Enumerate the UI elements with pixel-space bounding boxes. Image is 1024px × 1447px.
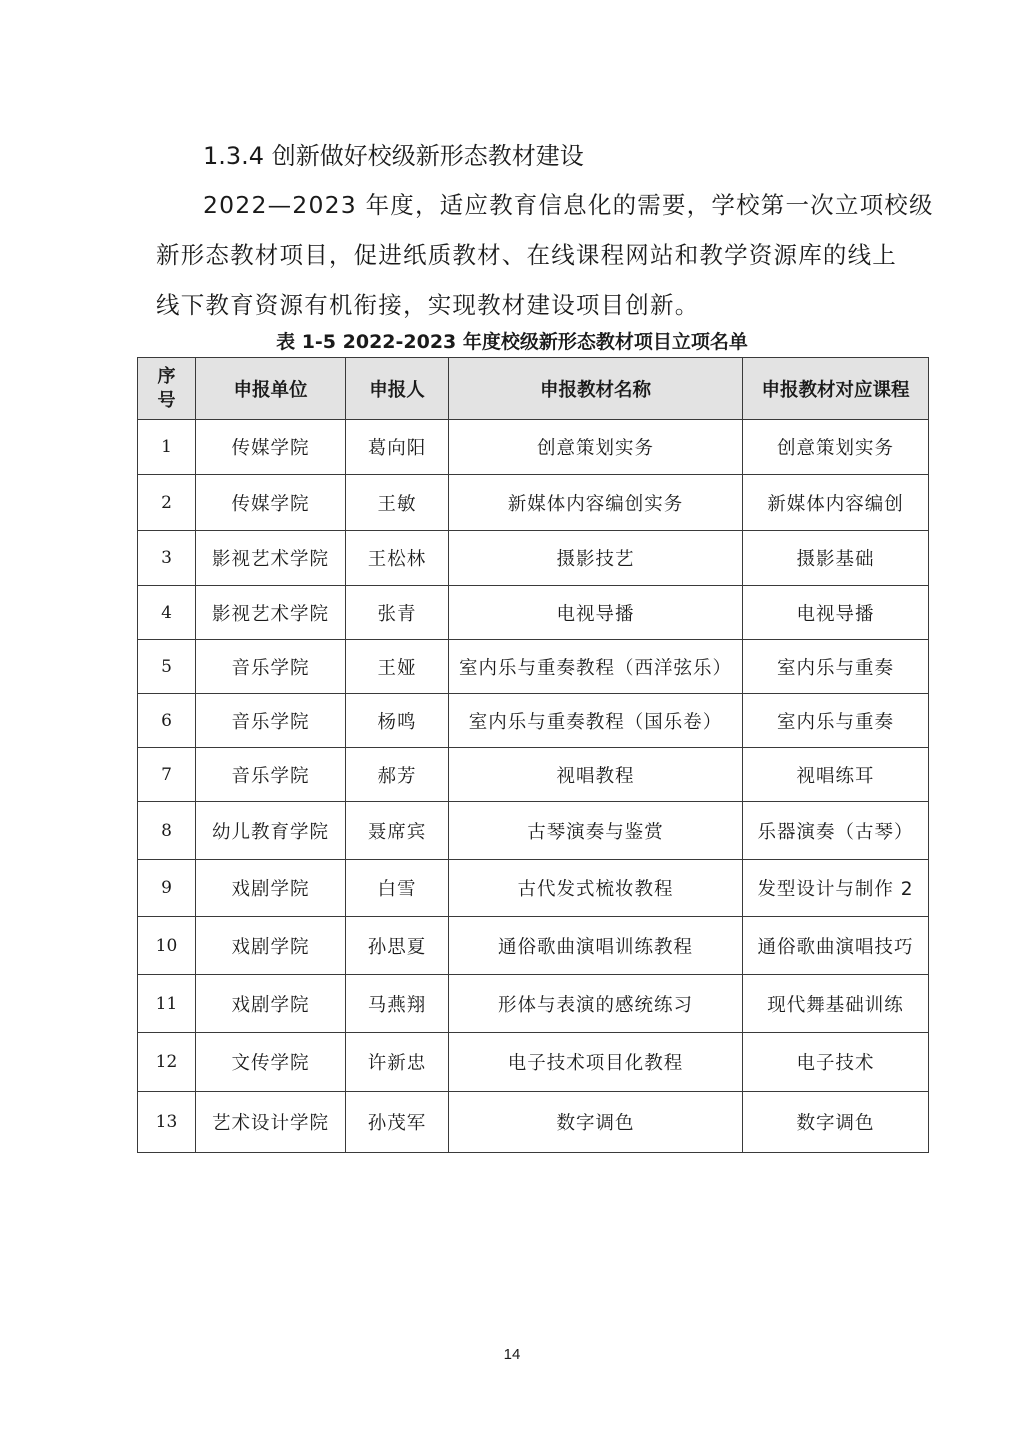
section-heading: 1.3.4 创新做好校级新形态教材建设 <box>203 142 584 170</box>
cell-course: 室内乐与重奏 <box>743 640 929 694</box>
paragraph-line: 线下教育资源有机衔接，实现教材建设项目创新。 <box>156 291 700 319</box>
cell-textbook: 电子技术项目化教程 <box>449 1033 743 1092</box>
table-body <box>138 420 929 1153</box>
cell-no: 10 <box>138 917 196 975</box>
cell-unit: 幼儿教育学院 <box>196 802 346 860</box>
table-row <box>138 475 929 531</box>
cell-textbook: 摄影技艺 <box>449 531 743 586</box>
cell-no: 3 <box>138 531 196 586</box>
header-no-label: 序号 <box>157 365 176 411</box>
cell-applicant: 白雪 <box>346 860 449 917</box>
cell-unit: 传媒学院 <box>196 420 346 475</box>
cell-textbook: 数字调色 <box>449 1092 743 1153</box>
cell-textbook: 新媒体内容编创实务 <box>449 475 743 531</box>
cell-applicant: 葛向阳 <box>346 420 449 475</box>
cell-no: 13 <box>138 1092 196 1153</box>
header-applicant: 申报人 <box>346 358 449 420</box>
table-row <box>138 860 929 917</box>
cell-textbook: 室内乐与重奏教程（国乐卷） <box>449 694 743 748</box>
cell-course: 视唱练耳 <box>743 748 929 802</box>
cell-textbook: 室内乐与重奏教程（西洋弦乐） <box>449 640 743 694</box>
cell-course: 通俗歌曲演唱技巧 <box>743 917 929 975</box>
cell-no: 8 <box>138 802 196 860</box>
header-course: 申报教材对应课程 <box>743 358 929 420</box>
table-row <box>138 802 929 860</box>
cell-applicant: 孙茂军 <box>346 1092 449 1153</box>
table-row <box>138 586 929 640</box>
table-row <box>138 1092 929 1153</box>
table-caption: 表 1-5 2022-2023 年度校级新形态教材项目立项名单 <box>276 331 748 353</box>
cell-unit: 传媒学院 <box>196 475 346 531</box>
header-no <box>138 358 196 420</box>
cell-unit: 戏剧学院 <box>196 860 346 917</box>
cell-textbook: 古琴演奏与鉴赏 <box>449 802 743 860</box>
cell-unit: 音乐学院 <box>196 640 346 694</box>
cell-applicant: 马燕翔 <box>346 975 449 1033</box>
cell-applicant: 杨鸣 <box>346 694 449 748</box>
paragraph-line: 2022—2023 年度，适应教育信息化的需要，学校第一次立项校级 <box>203 191 934 219</box>
cell-no: 7 <box>138 748 196 802</box>
table-row <box>138 694 929 748</box>
table-row <box>138 917 929 975</box>
cell-course: 创意策划实务 <box>743 420 929 475</box>
table-header-row <box>138 358 929 420</box>
table-row <box>138 420 929 475</box>
cell-course: 室内乐与重奏 <box>743 694 929 748</box>
cell-unit: 戏剧学院 <box>196 975 346 1033</box>
cell-course: 数字调色 <box>743 1092 929 1153</box>
cell-unit: 音乐学院 <box>196 748 346 802</box>
cell-course: 乐器演奏（古琴） <box>743 802 929 860</box>
cell-unit: 影视艺术学院 <box>196 531 346 586</box>
cell-applicant: 聂席宾 <box>346 802 449 860</box>
table-row <box>138 748 929 802</box>
cell-applicant: 王敏 <box>346 475 449 531</box>
cell-applicant: 王娅 <box>346 640 449 694</box>
project-list-table <box>137 357 929 1153</box>
cell-course: 摄影基础 <box>743 531 929 586</box>
cell-applicant: 王松林 <box>346 531 449 586</box>
cell-course: 电视导播 <box>743 586 929 640</box>
page-number: 14 <box>503 1346 521 1363</box>
table-row <box>138 975 929 1033</box>
header-textbook: 申报教材名称 <box>449 358 743 420</box>
cell-no: 2 <box>138 475 196 531</box>
cell-textbook: 古代发式梳妆教程 <box>449 860 743 917</box>
cell-unit: 影视艺术学院 <box>196 586 346 640</box>
table-row <box>138 1033 929 1092</box>
table-row <box>138 531 929 586</box>
cell-applicant: 孙思夏 <box>346 917 449 975</box>
cell-no: 1 <box>138 420 196 475</box>
header-unit: 申报单位 <box>196 358 346 420</box>
cell-textbook: 视唱教程 <box>449 748 743 802</box>
cell-applicant: 郝芳 <box>346 748 449 802</box>
cell-no: 12 <box>138 1033 196 1092</box>
cell-textbook: 形体与表演的感统练习 <box>449 975 743 1033</box>
table-row <box>138 640 929 694</box>
cell-course: 电子技术 <box>743 1033 929 1092</box>
cell-textbook: 通俗歌曲演唱训练教程 <box>449 917 743 975</box>
cell-applicant: 张青 <box>346 586 449 640</box>
cell-textbook: 创意策划实务 <box>449 420 743 475</box>
cell-no: 9 <box>138 860 196 917</box>
cell-course: 发型设计与制作 2 <box>743 860 929 917</box>
cell-unit: 艺术设计学院 <box>196 1092 346 1153</box>
cell-course: 现代舞基础训练 <box>743 975 929 1033</box>
cell-no: 6 <box>138 694 196 748</box>
cell-no: 4 <box>138 586 196 640</box>
paragraph-line: 新形态教材项目，促进纸质教材、在线课程网站和教学资源库的线上 <box>156 241 897 269</box>
cell-course: 新媒体内容编创 <box>743 475 929 531</box>
cell-applicant: 许新忠 <box>346 1033 449 1092</box>
cell-unit: 音乐学院 <box>196 694 346 748</box>
cell-unit: 文传学院 <box>196 1033 346 1092</box>
cell-no: 11 <box>138 975 196 1033</box>
cell-no: 5 <box>138 640 196 694</box>
cell-textbook: 电视导播 <box>449 586 743 640</box>
cell-unit: 戏剧学院 <box>196 917 346 975</box>
